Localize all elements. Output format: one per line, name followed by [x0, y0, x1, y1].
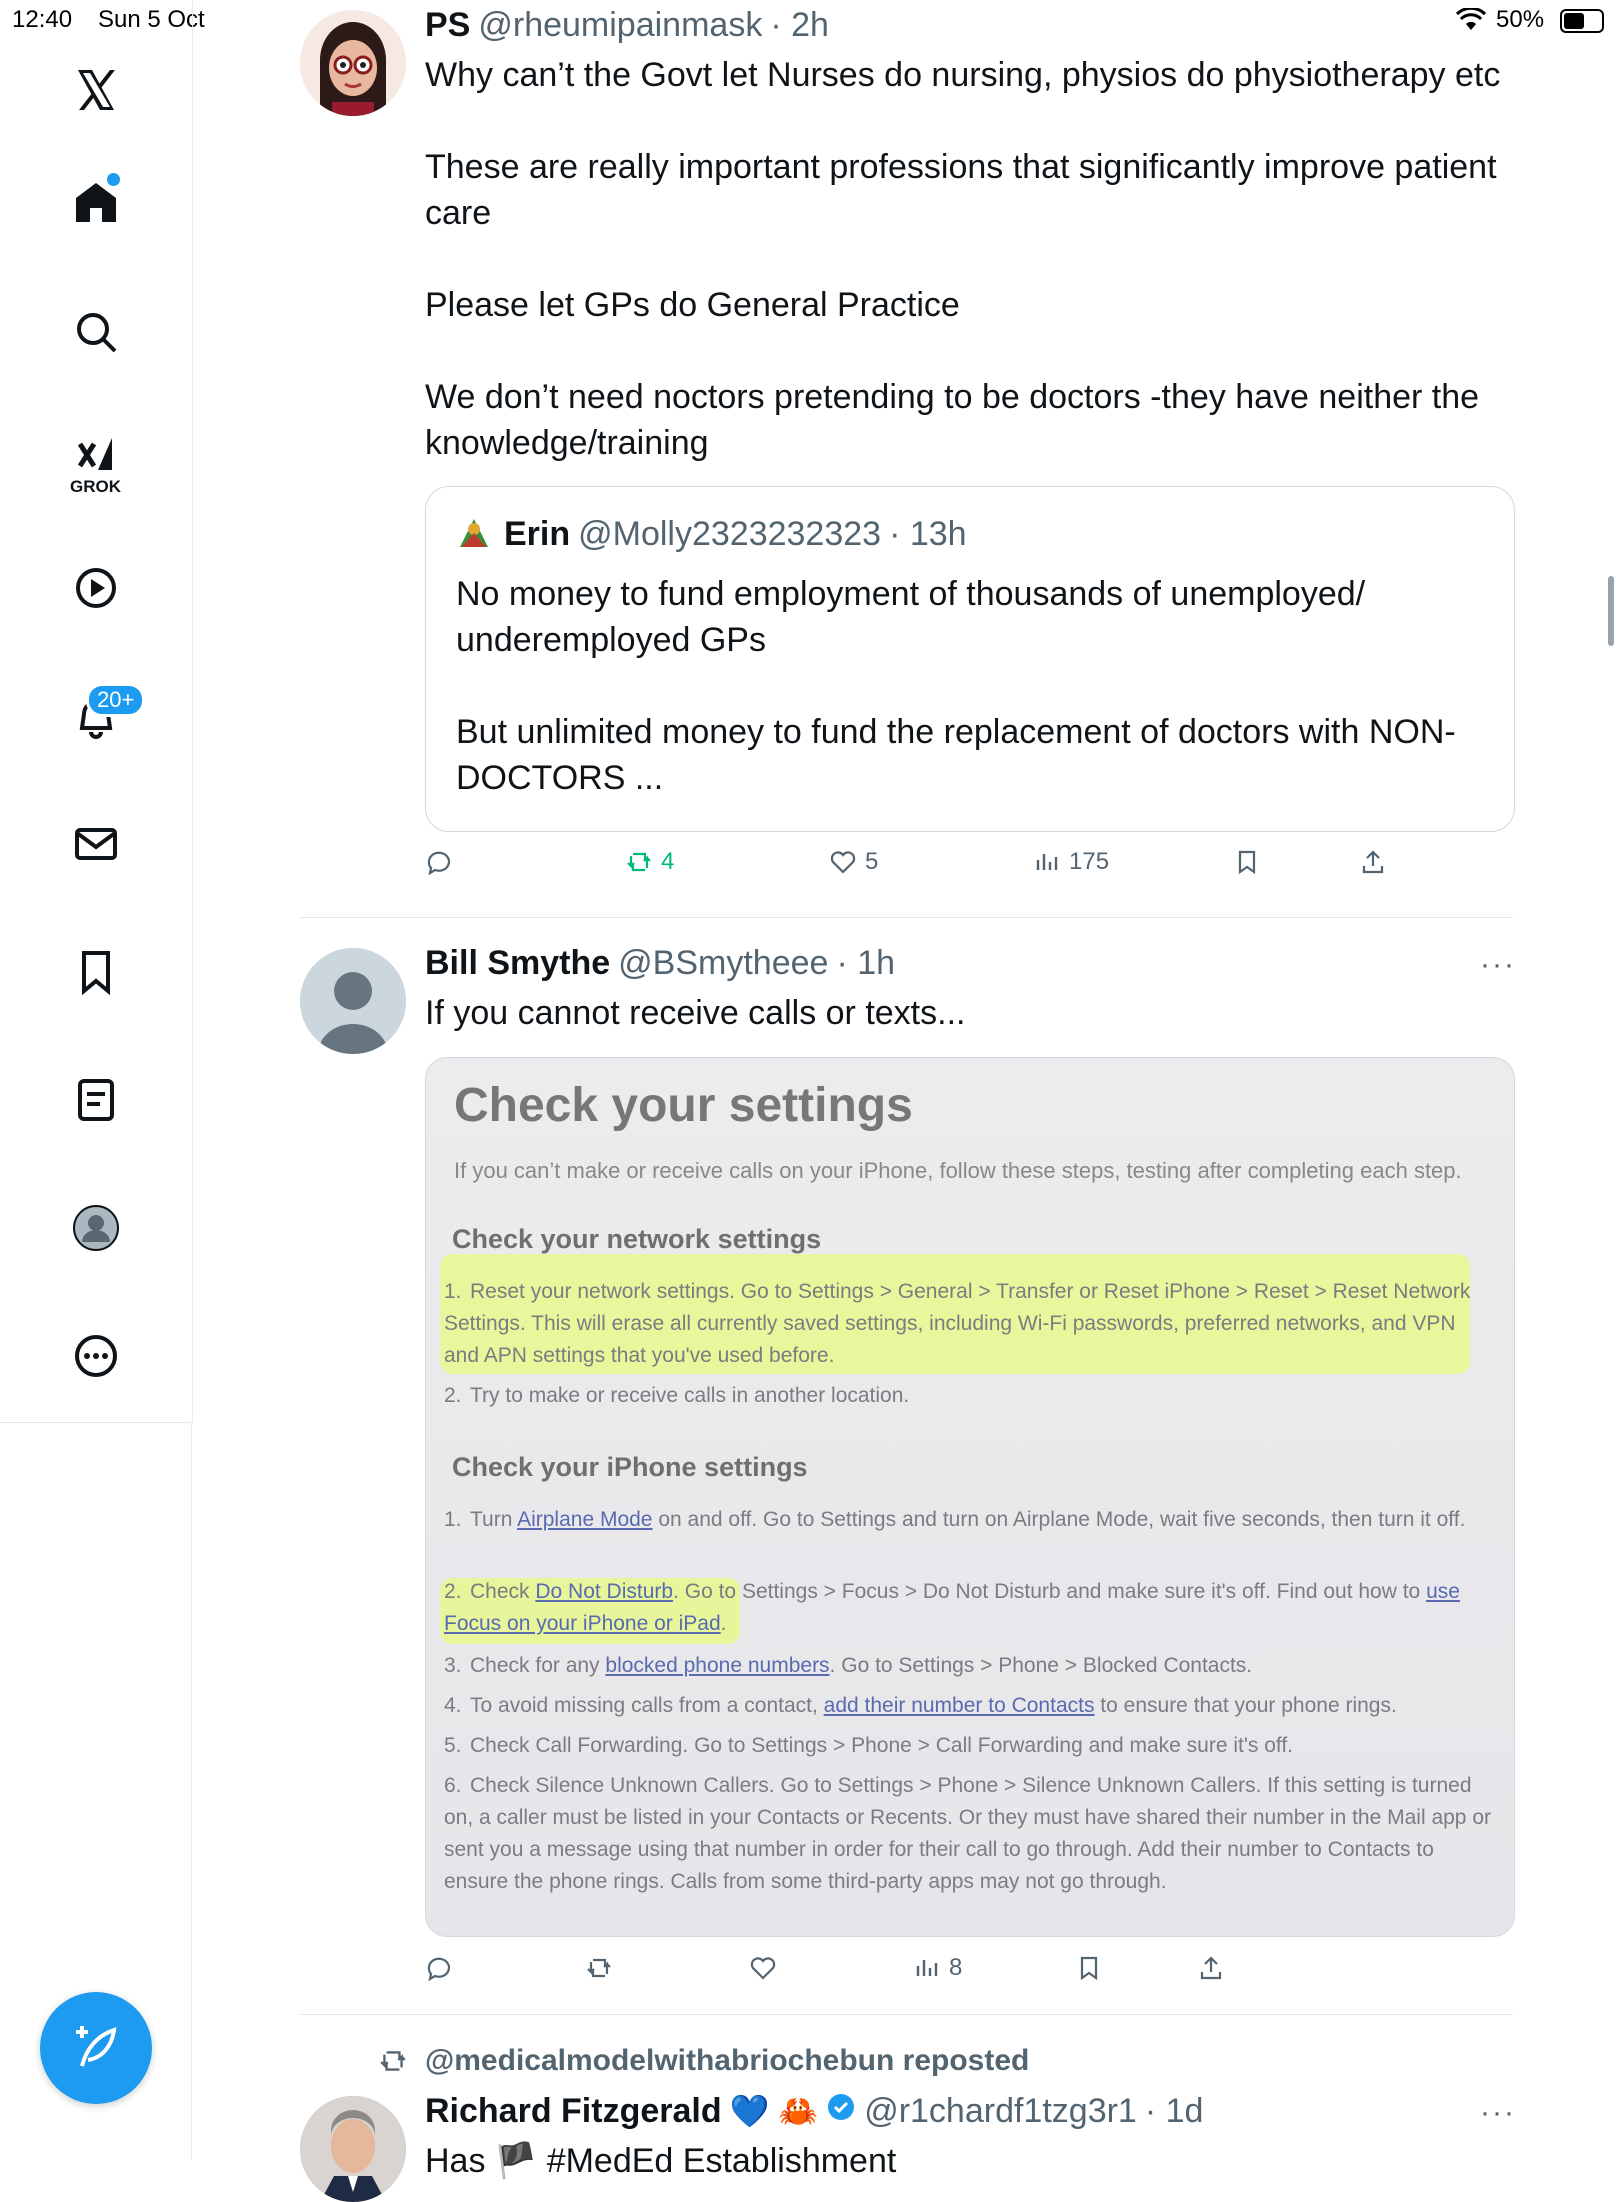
reply-button[interactable] — [425, 1954, 453, 1982]
image-step: 5. Check Call Forwarding. Go to Settings > Phone > Call Forwarding and make sure it's off. — [444, 1734, 1294, 1757]
image-subtitle: If you can’t make or receive calls on your iPhone, follow these steps, testing after completing each step. — [454, 1158, 1462, 1183]
views-button[interactable] — [1033, 848, 1109, 876]
status-date: Sun 5 Oct — [98, 6, 205, 33]
name-emojis: 💙 🦀 — [729, 2093, 819, 2129]
post-text: Has 🏴 #MedEd Establishment — [425, 2142, 897, 2180]
lists-icon[interactable] — [56, 1060, 136, 1140]
notifications-badge: 20+ — [86, 683, 145, 717]
share-button[interactable] — [1197, 1954, 1225, 1982]
heart-icon — [829, 848, 857, 876]
author-handle[interactable]: @BSmytheee — [618, 944, 829, 982]
image-step: 2. Check Do Not Disturb. Go to Settings > Focus > Do Not Disturb and make sure it's off. Find out how to use Focus on your iPhone or iPad. — [444, 1580, 1460, 1635]
post-divider — [300, 917, 1513, 918]
post-time[interactable]: · 2h — [770, 6, 829, 44]
compose-post-button[interactable] — [40, 1992, 152, 2104]
sidebar-divider — [191, 1422, 192, 2160]
scrollbar-thumb[interactable] — [1608, 576, 1614, 646]
like-count: 5 — [865, 848, 879, 875]
views-count: 8 — [949, 1954, 963, 1981]
post-more-button[interactable]: ··· — [1480, 948, 1516, 981]
views-count: 175 — [1069, 848, 1110, 875]
heart-icon — [749, 1954, 777, 1982]
share-icon — [1359, 848, 1387, 876]
post-time[interactable]: · 1d — [1144, 2092, 1204, 2130]
reply-icon — [425, 848, 453, 876]
quote-text: No money to fund employment of thousands of unemployed/ underemployed GPs But unlimited money to fund the replacement of doctors with NON-DOCTORS ... — [456, 575, 1456, 797]
post-image-check-settings[interactable] — [425, 1057, 1515, 1937]
quote-author-handle: @Molly2323232323 — [578, 515, 882, 553]
image-step: 1. Reset your network settings. Go to Settings > General > Transfer or Reset iPhone > Reset > Reset Network Settings. This will erase all currently saved settings, including Wi-Fi passwords, preferred networks, and VPN and APN settings that you've used before. — [444, 1280, 1471, 1367]
quoted-post[interactable] — [425, 486, 1515, 832]
bookmark-icon — [1075, 1954, 1103, 1982]
author-name[interactable]: Bill Smythe — [425, 944, 611, 982]
wifi-icon — [1456, 8, 1486, 37]
battery-icon — [1560, 9, 1604, 33]
messages-envelope-icon[interactable] — [56, 804, 136, 884]
grok-label: GROK — [70, 477, 121, 496]
battery-percent: 50% — [1496, 6, 1545, 33]
like-button[interactable] — [829, 848, 878, 876]
like-button[interactable] — [749, 1954, 777, 1982]
post-text: Why can’t the Govt let Nurses do nursing, physios do physiotherapy etc These are really important professions that significantly improve patient care Please let GPs do General Practice We don’t need noctors pretending to be doctors -they have neither the knowledge/training — [425, 56, 1501, 462]
image-step: 3. Check for any blocked phone numbers. Go to Settings > Phone > Blocked Contacts. — [444, 1654, 1253, 1677]
post-text: If you cannot receive calls or texts... — [425, 994, 966, 1032]
image-step: 6. Check Silence Unknown Callers. Go to Settings > Phone > Silence Unknown Callers. If this setting is turned on, a caller must be listed in your Contacts or Recents. Or they must have shared their number in the Mail app or sent you a message using that number in order for their call to go through. Add their number to Contacts to ensure the phone rings. Calls from some third-party apps may not go through. — [444, 1774, 1491, 1893]
avatar[interactable] — [300, 10, 406, 116]
views-button[interactable] — [913, 1954, 962, 1982]
repost-icon — [585, 1954, 613, 1982]
author-name[interactable]: PS — [425, 6, 471, 44]
quote-time: · 13h — [889, 515, 967, 553]
views-chart-icon — [1033, 848, 1061, 876]
section-heading: Check your network settings — [452, 1224, 822, 1254]
bookmark-button[interactable] — [1075, 1954, 1103, 1982]
repost-icon — [625, 848, 653, 876]
image-step: 4. To avoid missing calls from a contact, add their number to Contacts to ensure that your phone rings. — [444, 1694, 1397, 1717]
x-logo-icon[interactable] — [56, 50, 136, 130]
post-divider — [300, 2014, 1513, 2015]
share-button[interactable] — [1359, 848, 1387, 876]
image-step: 1. Turn Airplane Mode on and off. Go to Settings and turn on Airplane Mode, wait five seconds, then turn it off. — [444, 1508, 1466, 1531]
image-title: Check your settings — [454, 1079, 913, 1132]
repost-label[interactable]: @medicalmodelwithabriochebun reposted — [425, 2044, 1030, 2077]
reply-icon — [425, 1954, 453, 1982]
bookmark-button[interactable] — [1233, 848, 1261, 876]
quote-author-name: Erin — [504, 515, 571, 553]
verified-badge-icon — [826, 2092, 856, 2127]
post-time[interactable]: · 1h — [836, 944, 896, 982]
author-handle[interactable]: @r1chardf1tzg3r1 — [864, 2092, 1137, 2130]
post-more-button[interactable]: ··· — [1480, 2096, 1516, 2129]
status-time: 12:40 — [12, 6, 73, 33]
video-play-icon[interactable] — [56, 548, 136, 628]
image-step: 2. Try to make or receive calls in another location. — [444, 1384, 910, 1407]
views-chart-icon — [913, 1954, 941, 1982]
repost-count: 4 — [661, 848, 675, 875]
section-heading: Check your iPhone settings — [452, 1452, 808, 1482]
sidebar — [0, 0, 193, 1423]
avatar[interactable] — [300, 948, 406, 1054]
search-icon[interactable] — [56, 292, 136, 372]
reply-button[interactable] — [425, 848, 453, 876]
author-name[interactable]: Richard Fitzgerald — [425, 2092, 722, 2130]
compose-feather-icon — [70, 2022, 122, 2074]
bookmark-icon — [1233, 848, 1261, 876]
repost-button[interactable] — [625, 848, 674, 876]
avatar[interactable] — [300, 2096, 406, 2202]
author-handle[interactable]: @rheumipainmask — [478, 6, 763, 44]
bookmarks-icon[interactable] — [56, 932, 136, 1012]
home-icon[interactable] — [56, 162, 136, 242]
home-unread-dot — [107, 173, 120, 186]
quote-avatar — [456, 515, 492, 551]
more-options-icon[interactable] — [56, 1316, 136, 1396]
repost-button[interactable] — [585, 1954, 613, 1982]
share-icon — [1197, 1954, 1225, 1982]
repost-indicator-icon — [376, 2046, 410, 2081]
profile-avatar-icon[interactable] — [56, 1188, 136, 1268]
